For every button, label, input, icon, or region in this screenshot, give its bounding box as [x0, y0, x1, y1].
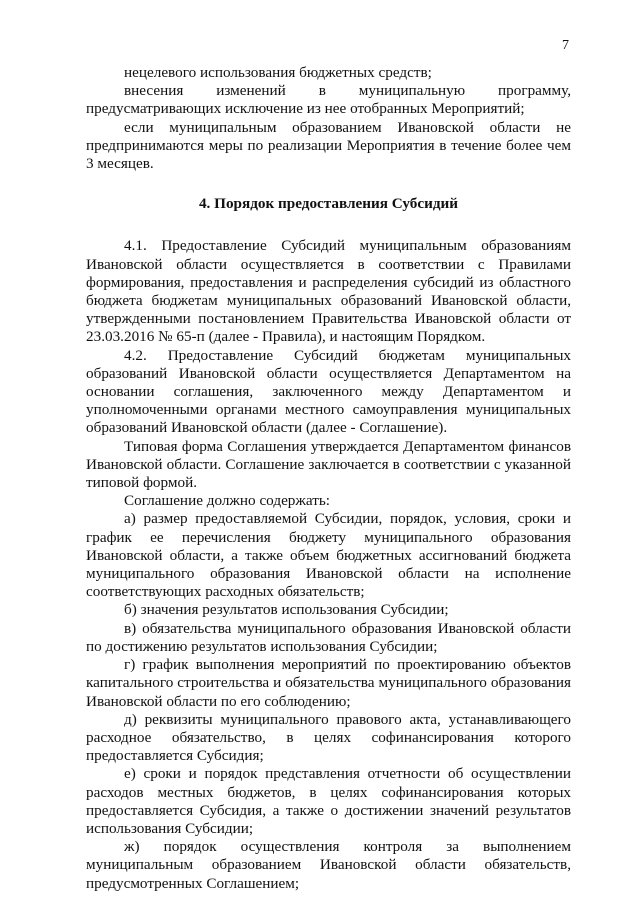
paragraph-4-2: 4.2. Предоставление Субсидий бюджетам муниципальных образований Ивановской области осуществляется Департаментом на основании соглашения, заключенного между Департаментом и уполномоченными органами местного самоуправления муниципальных образований Ивановской области (далее - Соглашение).: [86, 346, 571, 437]
section-heading: 4. Порядок предоставления Субсидий: [198, 195, 459, 213]
paragraph-4-1: 4.1. Предоставление Субсидий муниципальным образованиям Ивановской области осуществляется в соответствии с Правилами формирования, предоставления и распределения субсидий из областного бюджета бюджетам муниципальных образований Ивановской области, утвержденными постановлением Правительства Ивановской области от 23.03.2016 № 65-п (далее - Правила), и настоящим Порядком.: [86, 237, 571, 346]
page-number: 7: [562, 38, 569, 53]
list-item-d: д) реквизиты муниципального правового акта, устанавливающего расходное обязательство, в целях софинансирования которого предоставляется Субсидия;: [86, 710, 571, 765]
paragraph-agreement-contents: Соглашение должно содержать:: [124, 492, 331, 510]
paragraph-program-changes: внесения изменений в муниципальную программу, предусматривающих исключение из нее отобранных Мероприятий;: [86, 82, 571, 118]
list-item-e: е) сроки и порядок представления отчетности об осуществлении расходов местных бюджетов, в целях софинансирования которых предоставляется Субсидия, а также о достижении значений результатов использования Субсидии;: [86, 765, 571, 837]
list-item-v: в) обязательства муниципального образования Ивановской области по достижению результатов использования Субсидии;: [86, 619, 571, 655]
paragraph-misuse-funds: нецелевого использования бюджетных средств;: [124, 64, 432, 81]
document-body: [86, 64, 571, 893]
paragraph-no-measures: если муниципальным образованием Ивановской области не предпринимаются меры по реализации Мероприятия в течение более чем 3 месяцев.: [86, 118, 571, 173]
paragraph-template-form: Типовая форма Соглашения утверждается Департаментом финансов Ивановской области. Соглашение заключается в соответствии с указанной типовой формой.: [86, 437, 571, 492]
list-item-zh: ж) порядок осуществления контроля за выполнением муниципальным образованием Ивановской области обязательств, предусмотренных Соглашением;: [86, 838, 571, 892]
list-item-a: а) размер предоставляемой Субсидии, порядок, условия, сроки и график ее перечисления бюджету муниципального образования Ивановской области, а также объем бюджетных ассигнований бюджета муниципального образования Ивановской области на исполнение соответствующих расходных обязательств;: [86, 510, 571, 601]
list-item-g: г) график выполнения мероприятий по проектированию объектов капитального строительства и обязательства муниципального образования Ивановской области по его соблюдению;: [86, 656, 571, 710]
list-item-b: б) значения результатов использования Субсидии;: [124, 601, 449, 619]
